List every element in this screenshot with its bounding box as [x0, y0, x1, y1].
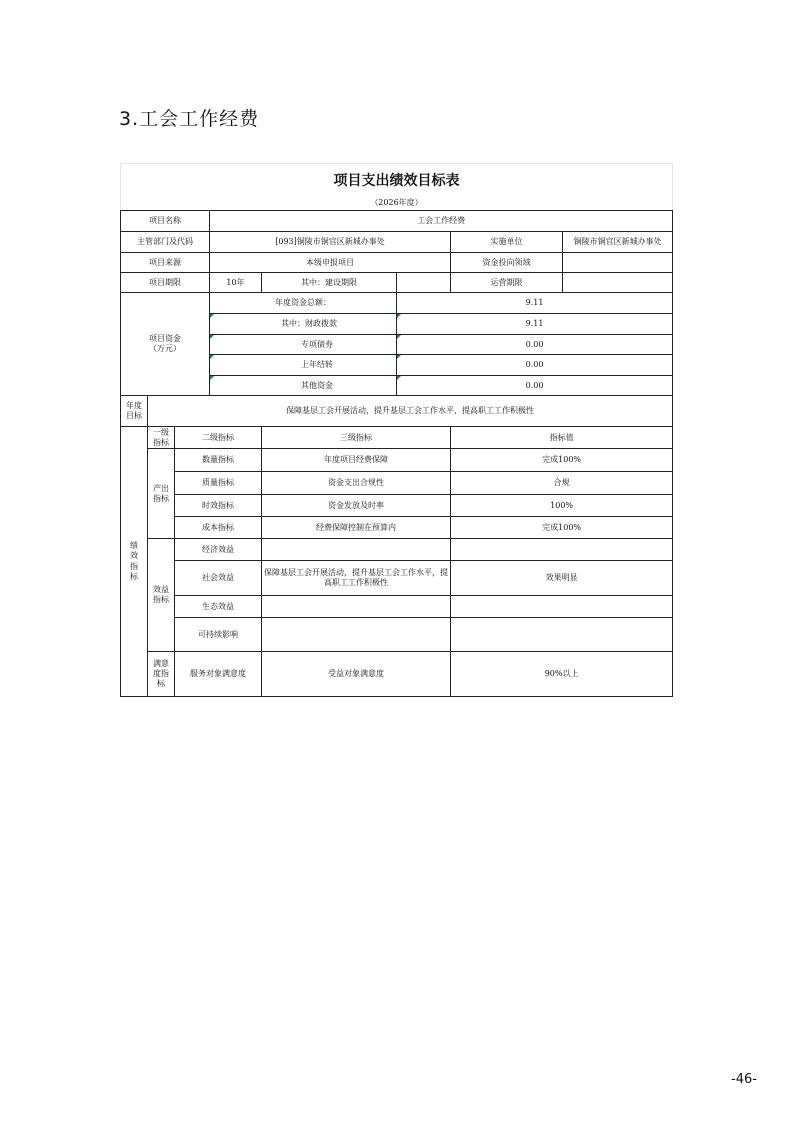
fund-total-label: 年度资金总额： — [210, 293, 397, 314]
fund-carryover-value: 0.00 — [397, 355, 673, 376]
indicator-level2: 数量指标 — [175, 449, 262, 472]
indicator-row — [121, 495, 673, 517]
fund-bond-value: 0.00 — [397, 335, 673, 355]
indicator-value — [451, 539, 673, 561]
form-year: （2026年度） — [120, 196, 673, 210]
implementing-unit-value: 铜陵市铜官区新城办事处 — [563, 232, 673, 253]
indicator-row — [121, 539, 673, 561]
indicator-header-row — [121, 427, 673, 449]
indicator-value: 完成100% — [451, 517, 673, 539]
indicator-level3 — [262, 539, 451, 561]
period-value: 10年 — [210, 273, 262, 293]
indicator-level3: 受益对象满意度 — [262, 652, 451, 697]
fund-other-value: 0.00 — [397, 376, 673, 396]
indicator-level2: 服务对象满意度 — [175, 652, 262, 697]
indicator-row — [121, 652, 673, 697]
fund-total-value: 9.11 — [397, 293, 673, 314]
funds-label: 项目资金 （万元） — [121, 293, 210, 396]
performance-target-form — [120, 163, 673, 697]
indicator-value-header: 指标值 — [451, 427, 673, 449]
source-row — [121, 253, 673, 273]
indicator-level2: 社会效益 — [175, 561, 262, 596]
indicator-level2: 可持续影响 — [175, 618, 262, 652]
department-row — [121, 232, 673, 253]
indicator-level3 — [262, 596, 451, 618]
fund-carryover-label: 上年结转 — [210, 355, 397, 376]
investment-area-value — [563, 253, 673, 273]
period-label: 项目期限 — [121, 273, 210, 293]
indicator-level3 — [262, 618, 451, 652]
indicator-level3: 资金发放及时率 — [262, 495, 451, 517]
indicator-row — [121, 517, 673, 539]
department-label: 主管部门及代码 — [121, 232, 210, 253]
source-value: 本级申报项目 — [210, 253, 451, 273]
level2-header: 二级指标 — [175, 427, 262, 449]
fund-other-label: 其他资金 — [210, 376, 397, 396]
construction-period-value — [397, 273, 451, 293]
operation-period-label: 运营期限 — [451, 273, 563, 293]
department-value: [093]铜陵市铜官区新城办事处 — [210, 232, 451, 253]
indicator-row — [121, 561, 673, 596]
indicator-value: 90%以上 — [451, 652, 673, 697]
construction-period-label: 其中：建设期限 — [262, 273, 397, 293]
indicator-row — [121, 472, 673, 495]
indicator-value: 100% — [451, 495, 673, 517]
indicator-level2: 成本指标 — [175, 517, 262, 539]
annual-goal-value: 保障基层工会开展活动，提升基层工会工作水平，提高职工工作积极性 — [148, 396, 673, 427]
period-row — [121, 273, 673, 293]
implementing-unit-label: 实施单位 — [451, 232, 563, 253]
source-label: 项目来源 — [121, 253, 210, 273]
performance-indicators-label: 绩效指标 — [121, 427, 148, 697]
annual-goal-label: 年度目标 — [121, 396, 148, 427]
indicator-level2: 质量指标 — [175, 472, 262, 495]
project-name-label: 项目名称 — [121, 211, 210, 232]
indicator-level3: 经费保障控制在预算内 — [262, 517, 451, 539]
indicator-row — [121, 596, 673, 618]
project-name-value: 工会工作经费 — [210, 211, 673, 232]
investment-area-label: 资金投向领域 — [451, 253, 563, 273]
benefit-indicators-label: 效益指标 — [148, 539, 175, 652]
fund-fiscal-value: 9.11 — [397, 314, 673, 335]
indicator-level2: 时效指标 — [175, 495, 262, 517]
indicator-value — [451, 618, 673, 652]
output-indicators-label: 产出指标 — [148, 449, 175, 539]
level1-header: 一级指标 — [148, 427, 175, 449]
fund-fiscal-label: 其中：财政拨款 — [210, 314, 397, 335]
fund-bond-label: 专项债券 — [210, 335, 397, 355]
section-title: 3.工会工作经费 — [119, 108, 260, 130]
indicator-row — [121, 618, 673, 652]
indicator-value — [451, 596, 673, 618]
operation-period-value — [563, 273, 673, 293]
indicator-value: 效果明显 — [451, 561, 673, 596]
indicator-row — [121, 449, 673, 472]
indicator-level3: 保障基层工会开展活动，提升基层工会工作水平，提高职工工作积极性 — [262, 561, 451, 596]
page-number: -46- — [731, 1072, 757, 1087]
funds-row — [121, 293, 673, 314]
indicator-level3: 资金支出合规性 — [262, 472, 451, 495]
annual-goal-row — [121, 396, 673, 427]
indicator-level2: 经济效益 — [175, 539, 262, 561]
project-name-row — [121, 211, 673, 232]
indicator-level2: 生态效益 — [175, 596, 262, 618]
satisfaction-indicators-label: 满意度指标 — [148, 652, 175, 697]
form-title: 项目支出绩效目标表 — [120, 163, 673, 196]
form-table — [120, 210, 673, 697]
indicator-value: 合规 — [451, 472, 673, 495]
indicator-level3: 年度项目经费保障 — [262, 449, 451, 472]
level3-header: 三级指标 — [262, 427, 451, 449]
indicator-value: 完成100% — [451, 449, 673, 472]
